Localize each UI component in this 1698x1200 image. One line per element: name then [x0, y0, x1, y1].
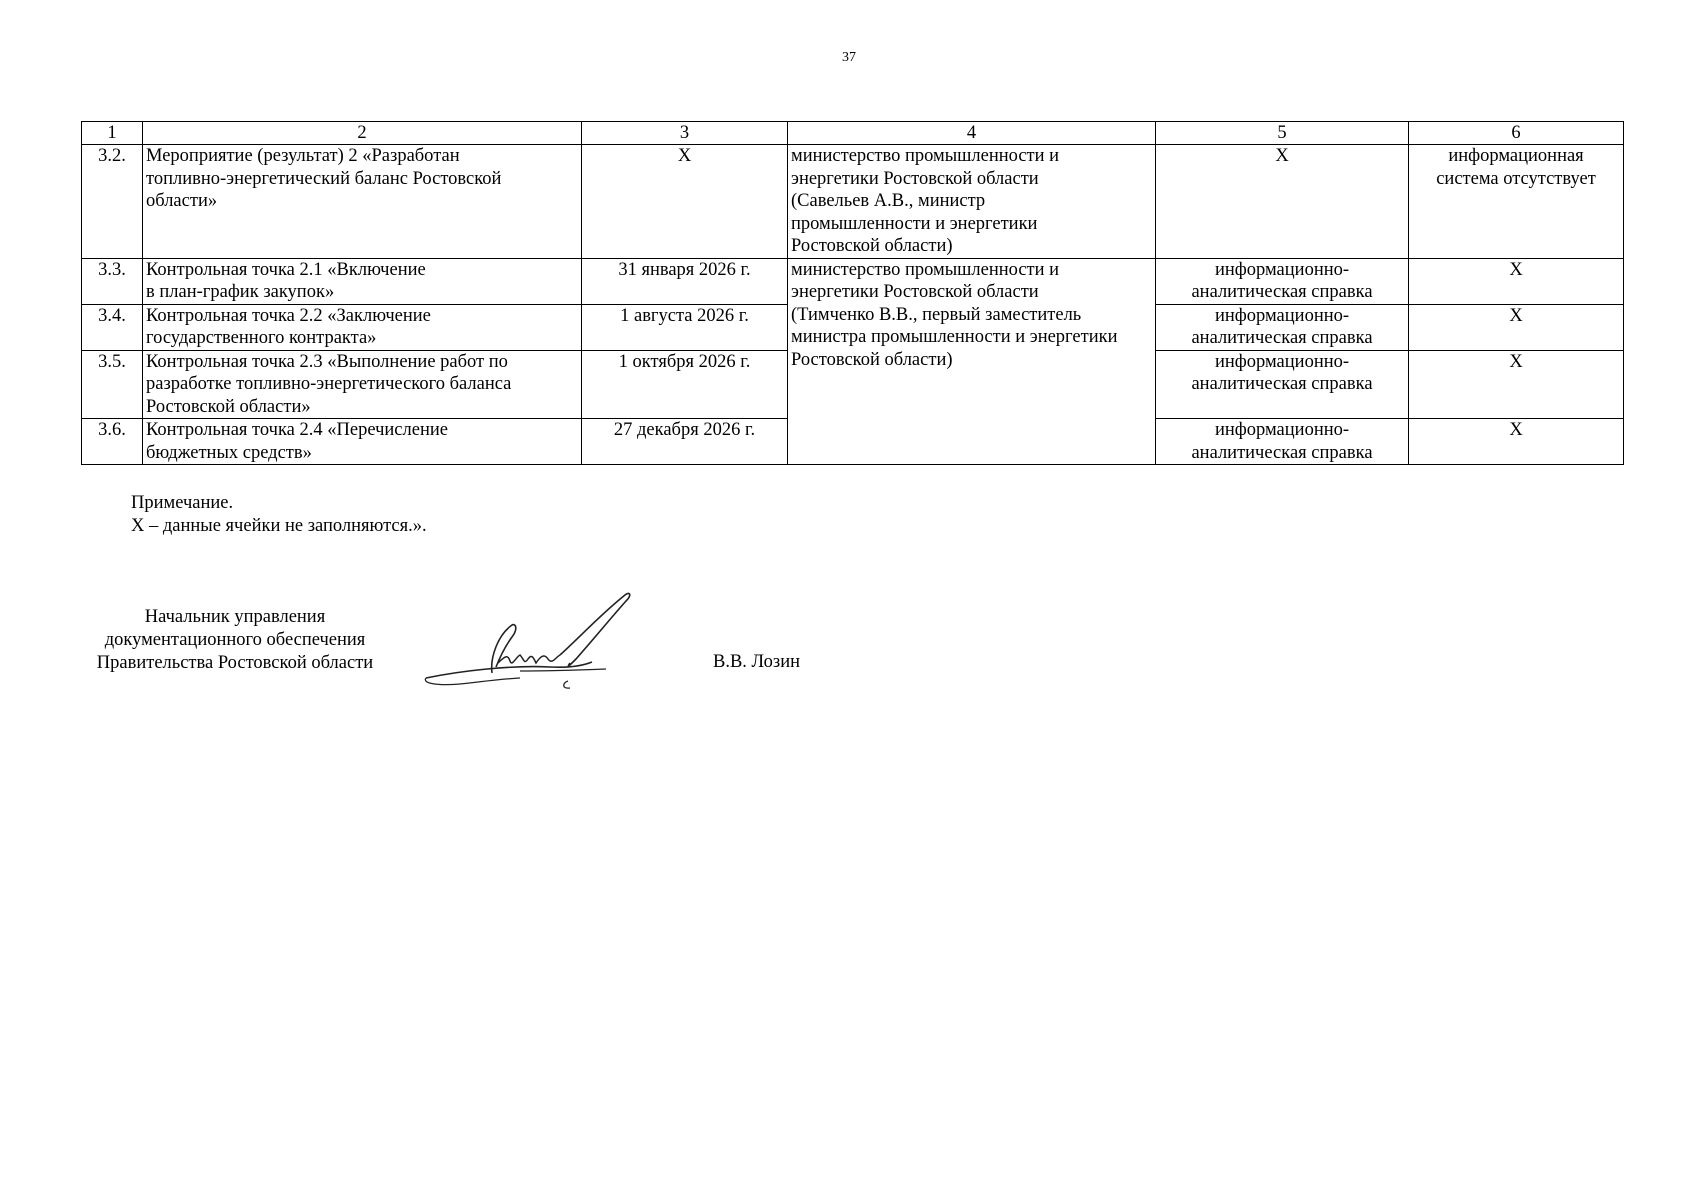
responsible-merged [788, 258, 1156, 465]
deadline: 1 октября 2026 г. [582, 350, 788, 419]
note-text: X – данные ячейки не заполняются.». [131, 516, 427, 536]
deadline: 27 декабря 2026 г. [582, 419, 788, 465]
text-line: Мероприятие (результат) 2 «Разработан [146, 146, 460, 166]
info-system [1409, 304, 1624, 350]
text-line: Контрольная точка 2.4 «Перечисление [146, 420, 448, 440]
text-line: X [1509, 351, 1523, 372]
text-line: (Савельев А.В., министр [791, 191, 986, 211]
measure-name [143, 258, 582, 304]
info-system [1409, 145, 1624, 259]
text-line: Ростовской области) [791, 236, 953, 256]
text-line: министерство промышленности и [791, 146, 1060, 166]
text-line: X [1275, 146, 1289, 166]
info-system [1409, 419, 1624, 465]
text-line: X [1509, 420, 1523, 440]
row-number: 3.4. [82, 304, 143, 350]
text-line: Контрольная точка 2.2 «Заключение [146, 305, 431, 326]
text-line: аналитическая справка [1191, 328, 1373, 348]
text-line: Правительства Ростовской области [96, 653, 374, 673]
text-line: информационно- [1214, 351, 1350, 372]
text-line: Контрольная точка 2.1 «Включение [146, 259, 426, 280]
text-line: информационно- [1214, 305, 1350, 326]
header-cell: 3 [582, 122, 788, 145]
text-line: министерство промышленности и [791, 259, 1060, 280]
document-type [1156, 145, 1409, 259]
table-header-row [82, 122, 1624, 145]
row-number: 3.6. [82, 419, 143, 465]
info-system [1409, 258, 1624, 304]
text-line: аналитическая справка [1191, 442, 1373, 463]
table-row [82, 145, 1624, 259]
deadline: X [582, 145, 788, 259]
text-line: Начальник управления [144, 607, 326, 627]
text-line: (Тимченко В.В., первый заместитель [791, 304, 1082, 325]
text-line: документационного обеспечения [104, 630, 366, 650]
text-line: информационно- [1214, 420, 1350, 440]
text-line: информационная [1448, 146, 1584, 166]
text-line: Ростовской области) [791, 349, 953, 370]
measure-name [143, 304, 582, 350]
text-line: информационно- [1214, 259, 1350, 280]
text-line: в план-график закупок» [146, 282, 335, 302]
text-line: X [1509, 305, 1523, 326]
text-line: государственного контракта» [146, 328, 377, 348]
text-line: система отсутствует [1436, 168, 1596, 189]
text-line: Ростовской области» [146, 396, 311, 417]
measure-name [143, 145, 582, 259]
document-type [1156, 258, 1409, 304]
deadline: 1 августа 2026 г. [582, 304, 788, 350]
info-system [1409, 350, 1624, 419]
header-cell: 1 [82, 122, 143, 145]
page-number: 37 [842, 50, 856, 65]
document-type [1156, 350, 1409, 419]
note [131, 492, 427, 538]
signer-position [78, 606, 392, 675]
handwritten-signature [420, 585, 660, 695]
text-line: энергетики Ростовской области [791, 168, 1039, 189]
table-row [82, 258, 1624, 304]
text-line: бюджетных средств» [146, 442, 312, 463]
document-type [1156, 304, 1409, 350]
text-line: аналитическая справка [1191, 374, 1373, 394]
signer-name: В.В. Лозин [713, 652, 800, 672]
row-number: 3.2. [82, 145, 143, 259]
note-title: Примечание. [131, 493, 234, 513]
text-line: министра промышленности и энергетики [791, 327, 1118, 347]
row-number: 3.5. [82, 350, 143, 419]
measure-name [143, 419, 582, 465]
text-line: области» [146, 191, 218, 211]
header-cell: 2 [143, 122, 582, 145]
text-line: промышленности и энергетики [791, 213, 1038, 234]
text-line: аналитическая справка [1191, 282, 1373, 302]
document-type [1156, 419, 1409, 465]
row-number: 3.3. [82, 258, 143, 304]
header-cell: 5 [1156, 122, 1409, 145]
text-line: X [1509, 259, 1523, 280]
deadline: 31 января 2026 г. [582, 258, 788, 304]
header-cell: 4 [788, 122, 1156, 145]
responsible [788, 145, 1156, 259]
text-line: энергетики Ростовской области [791, 282, 1039, 302]
text-line: Контрольная точка 2.3 «Выполнение работ по [146, 351, 508, 372]
measures-table [81, 121, 1624, 465]
text-line: разработке топливно-энергетического баланса [146, 374, 512, 394]
header-cell: 6 [1409, 122, 1624, 145]
text-line: топливно-энергетический баланс Ростовской [146, 168, 502, 189]
measure-name [143, 350, 582, 419]
